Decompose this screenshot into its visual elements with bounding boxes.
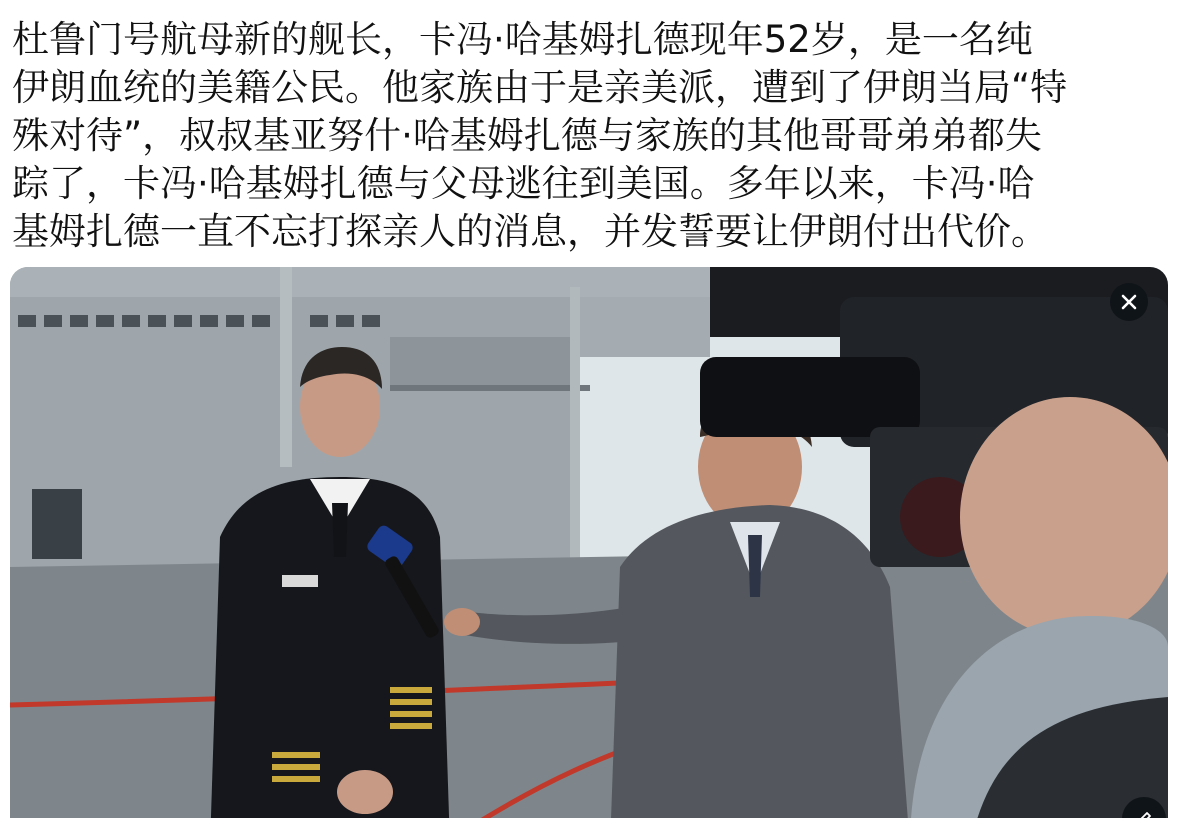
photo-mast <box>570 287 580 567</box>
post-text-line: 伊朗血统的美籍公民。他家族由于是亲美派，遭到了伊朗当局“特 <box>12 66 1068 109</box>
close-icon <box>1120 293 1138 311</box>
post-text-line: 基姆扎德一直不忘打探亲人的消息，并发誓要让伊朗付出代价。 <box>12 210 1048 253</box>
photo-ship-overhang <box>570 297 710 357</box>
photo-ship-door <box>32 489 82 559</box>
close-media-button[interactable] <box>1110 283 1148 321</box>
attached-photo <box>10 267 1168 818</box>
photo-ship-balcony <box>390 337 570 387</box>
post-text[interactable] <box>12 16 1188 256</box>
post-text-line: 踪了，卡冯·哈基姆扎德与父母逃往到美国。多年以来，卡冯·哈 <box>12 162 1035 205</box>
photo-ship-pillar <box>280 267 292 467</box>
pencil-icon <box>1134 809 1154 818</box>
post-text-line: 殊对待”，叔叔基亚努什·哈基姆扎德与家族的其他哥哥弟弟都失 <box>12 114 1042 157</box>
photo-illustration <box>10 267 1168 818</box>
photo-ship-rail <box>390 385 590 391</box>
post-text-line: 杜鲁门号航母新的舰长，卡冯·哈基姆扎德现年52岁，是一名纯 <box>12 18 1033 61</box>
photo-ship-top <box>10 267 710 297</box>
